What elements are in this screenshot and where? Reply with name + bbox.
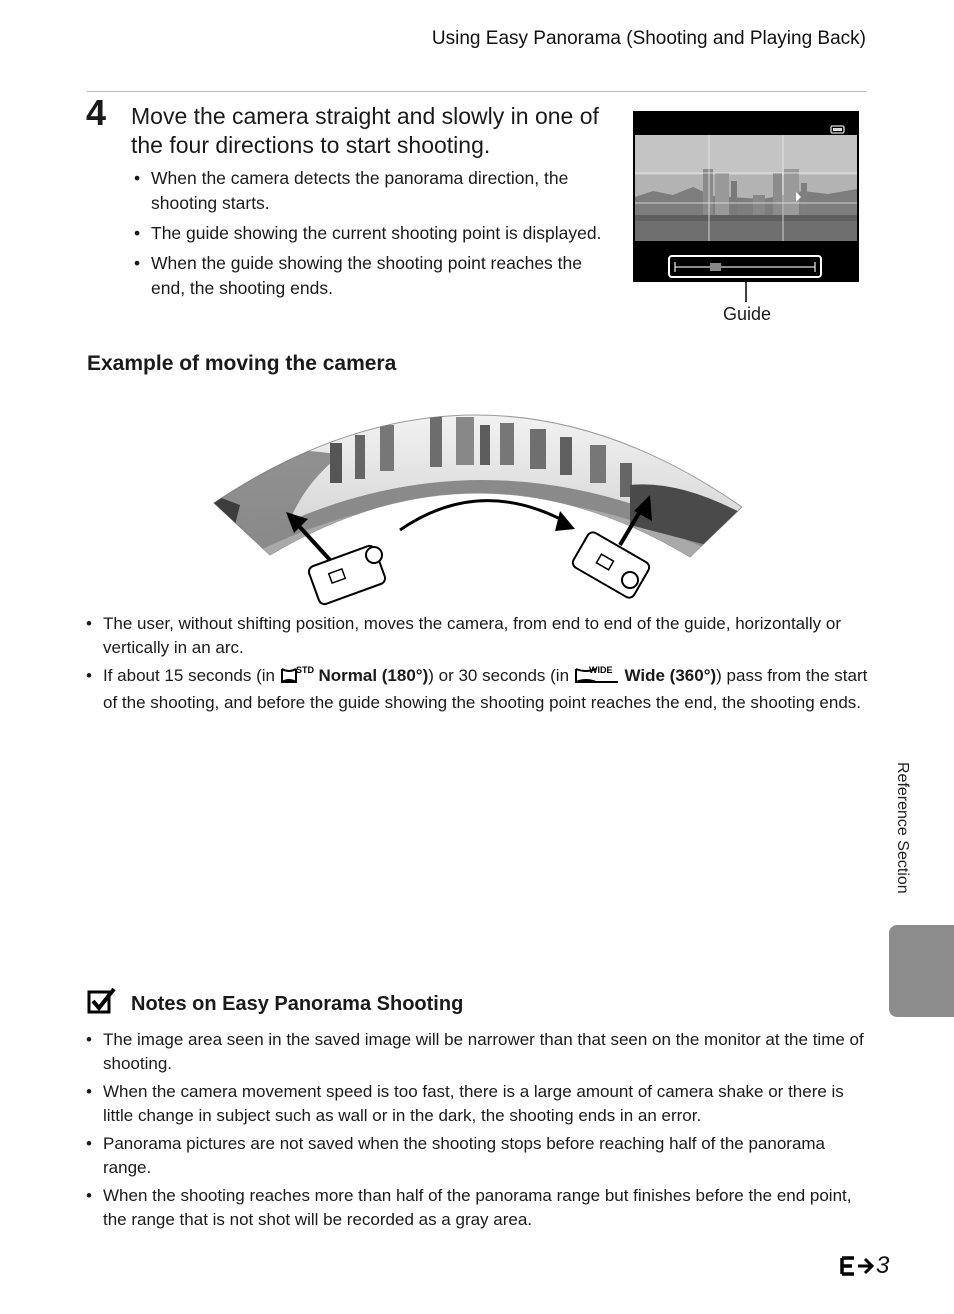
reference-section-icon [840, 1255, 874, 1277]
section-sidebar-label: Reference Section [894, 762, 911, 894]
step-bullet: • When the camera detects the panorama direction, the shooting starts. [132, 166, 612, 216]
notes-heading: Notes on Easy Panorama Shooting [131, 993, 464, 1015]
camera-left-illustration [307, 544, 386, 606]
step-number: 4 [86, 92, 107, 133]
header-divider [87, 91, 867, 92]
wide-mode-label: Wide (360°) [624, 666, 717, 685]
bullet-text: If about 15 seconds (in [103, 666, 280, 685]
guide-callout-label: Guide [723, 304, 772, 324]
guide-leader-line [744, 282, 748, 304]
step-bullet: • The guide showing the current shooting point is displayed. [132, 221, 612, 246]
checkmark-icon [87, 986, 117, 1016]
step-bullet: • When the guide showing the shooting point reaches the end, the shooting ends. [132, 251, 612, 301]
step-heading: Move the camera straight and slowly in one of the four directions to start shooting. [131, 103, 599, 158]
panorama-preview-image [633, 111, 859, 282]
svg-text:STD: STD [295, 665, 314, 675]
camera-right-illustration [571, 530, 652, 600]
panorama-wide-icon [574, 664, 620, 691]
svg-text:WIDE: WIDE [588, 665, 613, 675]
step-bullet-list [132, 166, 612, 306]
normal-mode-label: Normal (180°) [318, 666, 429, 685]
page-number [840, 1250, 889, 1282]
bullet-text: ) or 30 seconds (in [428, 666, 574, 685]
example-bullet-timeout [86, 664, 876, 715]
notes-bullet-list [86, 1028, 876, 1236]
example-bullet-list [86, 612, 876, 719]
example-heading: Example of moving the camera [87, 352, 397, 375]
bullet-text: ) pass from the start of the shooting, and before the guide showing the shooting point reaches the end, the shooting ends. [103, 666, 868, 712]
notes-bullet: • When the camera movement speed is too fast, there is a large amount of camera shake or there is little change in subject such as wall or in the dark, the shooting ends in an error. [86, 1080, 876, 1128]
notes-bullet: • The image area seen in the saved image will be narrower than that seen on the monitor at the time of shooting. [86, 1028, 876, 1076]
page-number-text: 3 [876, 1252, 890, 1279]
panorama-std-icon [280, 664, 314, 691]
running-header: Using Easy Panorama (Shooting and Playing Back) [431, 28, 866, 49]
notes-bullet: • Panorama pictures are not saved when the shooting stops before reaching half of the panorama range. [86, 1132, 876, 1180]
example-bullet: • The user, without shifting position, moves the camera, from end to end of the guide, horizontally or vertically in an arc. [86, 612, 876, 660]
camera-arc-illustration [200, 395, 760, 610]
camera-monitor-figure [633, 111, 859, 282]
section-thumb-tab [889, 925, 954, 1017]
notes-bullet: • When the shooting reaches more than half of the panorama range but finishes before the end point, the range that is not shot will be recorded as a gray area. [86, 1184, 876, 1232]
